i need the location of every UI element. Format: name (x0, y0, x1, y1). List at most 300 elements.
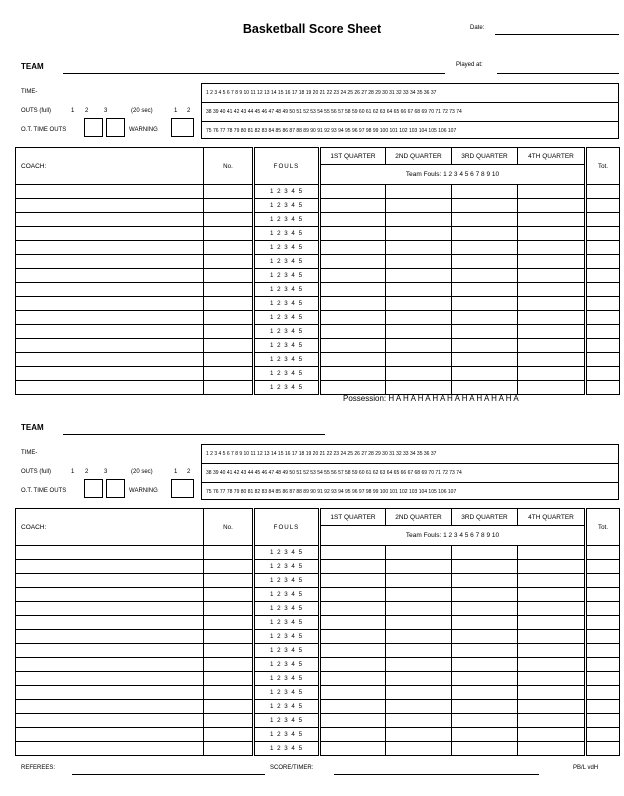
player-name-cell[interactable] (16, 227, 204, 241)
player-name-cell[interactable] (16, 728, 204, 742)
player-name-cell[interactable] (16, 241, 204, 255)
player-number-cell[interactable] (204, 185, 254, 199)
player-name-cell[interactable] (16, 616, 204, 630)
player-number-cell[interactable] (204, 353, 254, 367)
player-row (16, 658, 620, 672)
q2-points-cell[interactable] (386, 546, 452, 560)
player-number-cell[interactable] (204, 546, 254, 560)
player-fouls-cell[interactable]: 1 2 3 4 5 (254, 381, 320, 395)
player-row (16, 185, 620, 199)
ot-timeout-box-2[interactable] (106, 479, 125, 498)
q2-points-cell[interactable] (386, 714, 452, 728)
player-name-cell[interactable] (16, 546, 204, 560)
outs-full-1[interactable]: 1 (71, 469, 75, 475)
player-fouls-cell[interactable]: 1 2 3 4 5 (254, 311, 320, 325)
q3-points-cell[interactable] (452, 283, 518, 297)
q2-points-cell[interactable] (386, 213, 452, 227)
total-points-cell[interactable] (586, 686, 620, 700)
q4-points-cell[interactable] (518, 686, 586, 700)
q1-points-cell[interactable] (320, 588, 386, 602)
number-header: No. (204, 509, 254, 546)
q3-points-cell[interactable] (452, 297, 518, 311)
outs-full-3[interactable]: 3 (104, 108, 108, 114)
player-name-cell[interactable] (16, 560, 204, 574)
player-fouls-cell[interactable]: 1 2 3 4 5 (254, 297, 320, 311)
time-row-3[interactable]: 75 76 77 78 79 80 81 82 83 84 85 86 87 88 89 90 91 92 93 94 95 96 97 98 99 100 101 102 103 104 105 106 107 (206, 128, 457, 134)
q3-points-cell[interactable] (452, 367, 518, 381)
total-points-cell[interactable] (586, 199, 620, 213)
total-points-cell[interactable] (586, 714, 620, 728)
player-number-cell[interactable] (204, 269, 254, 283)
q3-points-cell[interactable] (452, 185, 518, 199)
q3-points-cell[interactable] (452, 199, 518, 213)
outs-20sec-2[interactable]: 2 (187, 108, 191, 114)
total-points-cell[interactable] (586, 630, 620, 644)
q1-points-cell[interactable] (320, 311, 386, 325)
q3-points-cell[interactable] (452, 728, 518, 742)
quarter-3-header: 3RD QUARTER (452, 148, 518, 165)
q2-points-cell[interactable] (386, 353, 452, 367)
total-points-cell[interactable] (586, 672, 620, 686)
q2-points-cell[interactable] (386, 588, 452, 602)
total-points-cell[interactable] (586, 269, 620, 283)
q2-points-cell[interactable] (386, 574, 452, 588)
q1-points-cell[interactable] (320, 199, 386, 213)
player-name-cell[interactable] (16, 353, 204, 367)
total-points-cell[interactable] (586, 255, 620, 269)
player-fouls-cell[interactable]: 1 2 3 4 5 (254, 644, 320, 658)
player-fouls-cell[interactable]: 1 2 3 4 5 (254, 255, 320, 269)
q3-points-cell[interactable] (452, 546, 518, 560)
q4-points-cell[interactable] (518, 339, 586, 353)
q4-points-cell[interactable] (518, 311, 586, 325)
q1-points-cell[interactable] (320, 728, 386, 742)
q3-points-cell[interactable] (452, 588, 518, 602)
time-row-1[interactable]: 1 2 3 4 5 6 7 8 9 10 11 12 13 14 15 16 17 18 19 20 21 22 23 24 25 26 27 28 29 30 31 32 33 34 35 36 37 (202, 445, 618, 464)
q4-points-cell[interactable] (518, 560, 586, 574)
player-number-cell[interactable] (204, 686, 254, 700)
q4-points-cell[interactable] (518, 602, 586, 616)
player-number-cell[interactable] (204, 381, 254, 395)
outs-full-3[interactable]: 3 (104, 469, 108, 475)
q1-points-cell[interactable] (320, 714, 386, 728)
q4-points-cell[interactable] (518, 700, 586, 714)
player-number-cell[interactable] (204, 672, 254, 686)
q3-points-cell[interactable] (452, 325, 518, 339)
player-row (16, 311, 620, 325)
player-row (16, 686, 620, 700)
total-points-cell[interactable] (586, 283, 620, 297)
player-name-cell[interactable] (16, 297, 204, 311)
q3-points-cell[interactable] (452, 381, 518, 395)
q2-points-cell[interactable] (386, 255, 452, 269)
warning-box[interactable] (171, 118, 194, 137)
q1-points-cell[interactable] (320, 241, 386, 255)
time-row-1[interactable]: 1 2 3 4 5 6 7 8 9 10 11 12 13 14 15 16 17 18 19 20 21 22 23 24 25 26 27 28 29 30 31 32 33 34 35 36 37 (202, 84, 618, 103)
sheet-title: Basketball Score Sheet (242, 22, 382, 36)
q2-points-cell[interactable] (386, 728, 452, 742)
player-fouls-cell[interactable]: 1 2 3 4 5 (254, 283, 320, 297)
player-name-cell[interactable] (16, 630, 204, 644)
player-fouls-cell[interactable]: 1 2 3 4 5 (254, 199, 320, 213)
q3-points-cell[interactable] (452, 353, 518, 367)
player-fouls-cell[interactable]: 1 2 3 4 5 (254, 185, 320, 199)
player-fouls-cell[interactable]: 1 2 3 4 5 (254, 700, 320, 714)
team-fouls-tracker[interactable]: Team Fouls: 1 2 3 4 5 6 7 8 9 10 (320, 526, 586, 546)
player-number-cell[interactable] (204, 255, 254, 269)
team-fouls-tracker[interactable]: Team Fouls: 1 2 3 4 5 6 7 8 9 10 (320, 165, 586, 185)
total-points-cell[interactable] (586, 353, 620, 367)
q4-points-cell[interactable] (518, 672, 586, 686)
q1-points-cell[interactable] (320, 672, 386, 686)
player-number-cell[interactable] (204, 339, 254, 353)
outs-20sec-2[interactable]: 2 (187, 469, 191, 475)
player-row (16, 339, 620, 353)
q4-points-cell[interactable] (518, 728, 586, 742)
date-label: Date: (470, 25, 485, 31)
total-points-cell[interactable] (586, 546, 620, 560)
q2-points-cell[interactable] (386, 367, 452, 381)
referees-field[interactable] (72, 774, 265, 775)
q1-points-cell[interactable] (320, 227, 386, 241)
player-row (16, 325, 620, 339)
played-at-field[interactable] (497, 73, 619, 74)
time-label: TIME- (21, 450, 38, 456)
player-fouls-cell[interactable]: 1 2 3 4 5 (254, 672, 320, 686)
player-number-cell[interactable] (204, 616, 254, 630)
q4-points-cell[interactable] (518, 283, 586, 297)
q1-points-cell[interactable] (320, 381, 386, 395)
player-fouls-cell[interactable]: 1 2 3 4 5 (254, 227, 320, 241)
player-number-cell[interactable] (204, 700, 254, 714)
player-fouls-cell[interactable]: 1 2 3 4 5 (254, 241, 320, 255)
total-points-cell[interactable] (586, 700, 620, 714)
player-fouls-cell[interactable]: 1 2 3 4 5 (254, 339, 320, 353)
player-name-cell[interactable] (16, 700, 204, 714)
q1-points-cell[interactable] (320, 185, 386, 199)
q2-points-cell[interactable] (386, 339, 452, 353)
total-points-cell[interactable] (586, 602, 620, 616)
q4-points-cell[interactable] (518, 199, 586, 213)
q4-points-cell[interactable] (518, 325, 586, 339)
outs-20sec-1[interactable]: 1 (174, 469, 178, 475)
total-points-cell[interactable] (586, 644, 620, 658)
player-fouls-cell[interactable]: 1 2 3 4 5 (254, 616, 320, 630)
q4-points-cell[interactable] (518, 255, 586, 269)
player-number-cell[interactable] (204, 311, 254, 325)
total-points-cell[interactable] (586, 311, 620, 325)
time-row-3[interactable]: 75 76 77 78 79 80 81 82 83 84 85 86 87 88 89 90 91 92 93 94 95 96 97 98 99 100 101 102 103 104 105 106 107 (206, 489, 457, 495)
total-points-cell[interactable] (586, 588, 620, 602)
q1-points-cell[interactable] (320, 255, 386, 269)
player-fouls-cell[interactable]: 1 2 3 4 5 (254, 367, 320, 381)
outs-full-2[interactable]: 2 (85, 108, 89, 114)
q4-points-cell[interactable] (518, 574, 586, 588)
player-name-cell[interactable] (16, 311, 204, 325)
player-number-cell[interactable] (204, 588, 254, 602)
player-name-cell[interactable] (16, 367, 204, 381)
player-number-cell[interactable] (204, 644, 254, 658)
q1-points-cell[interactable] (320, 574, 386, 588)
time-row-2[interactable]: 38 39 40 41 42 43 44 45 46 47 48 49 50 51 52 53 54 55 56 57 58 59 60 61 62 63 64 65 66 67 68 69 70 71 72 73 74 (202, 464, 618, 483)
outs-20sec-1[interactable]: 1 (174, 108, 178, 114)
total-header: Tot. (586, 509, 620, 546)
warning-box[interactable] (171, 479, 194, 498)
player-fouls-cell[interactable]: 1 2 3 4 5 (254, 602, 320, 616)
score-timer-field[interactable] (334, 774, 539, 775)
player-fouls-cell[interactable]: 1 2 3 4 5 (254, 742, 320, 756)
player-row (16, 227, 620, 241)
total-points-cell[interactable] (586, 728, 620, 742)
q3-points-cell[interactable] (452, 630, 518, 644)
q1-points-cell[interactable] (320, 742, 386, 756)
q4-points-cell[interactable] (518, 588, 586, 602)
q4-points-cell[interactable] (518, 381, 586, 395)
outs-label: OUTS (full) (21, 108, 51, 114)
player-name-cell[interactable] (16, 588, 204, 602)
q2-points-cell[interactable] (386, 602, 452, 616)
player-number-cell[interactable] (204, 297, 254, 311)
player-name-cell[interactable] (16, 255, 204, 269)
total-points-cell[interactable] (586, 227, 620, 241)
player-name-cell[interactable] (16, 339, 204, 353)
player-name-cell[interactable] (16, 658, 204, 672)
q2-points-cell[interactable] (386, 283, 452, 297)
q1-points-cell[interactable] (320, 700, 386, 714)
player-number-cell[interactable] (204, 560, 254, 574)
team-name-field[interactable] (63, 73, 445, 74)
q4-points-cell[interactable] (518, 353, 586, 367)
number-header: No. (204, 148, 254, 185)
player-fouls-cell[interactable]: 1 2 3 4 5 (254, 560, 320, 574)
q1-points-cell[interactable] (320, 644, 386, 658)
q4-points-cell[interactable] (518, 297, 586, 311)
total-points-cell[interactable] (586, 658, 620, 672)
played-at-label: Played at: (456, 62, 483, 68)
total-points-cell[interactable] (586, 339, 620, 353)
q3-points-cell[interactable] (452, 269, 518, 283)
team-name-field[interactable] (63, 434, 325, 435)
q3-points-cell[interactable] (452, 644, 518, 658)
player-fouls-cell[interactable]: 1 2 3 4 5 (254, 546, 320, 560)
player-fouls-cell[interactable]: 1 2 3 4 5 (254, 325, 320, 339)
q3-points-cell[interactable] (452, 241, 518, 255)
q4-points-cell[interactable] (518, 714, 586, 728)
player-fouls-cell[interactable]: 1 2 3 4 5 (254, 588, 320, 602)
ot-timeout-box-2[interactable] (106, 118, 125, 137)
total-points-cell[interactable] (586, 297, 620, 311)
player-name-cell[interactable] (16, 185, 204, 199)
q2-points-cell[interactable] (386, 311, 452, 325)
player-number-cell[interactable] (204, 658, 254, 672)
q2-points-cell[interactable] (386, 269, 452, 283)
ot-timeouts-label: O.T. TIME OUTS (21, 127, 67, 133)
player-fouls-cell[interactable]: 1 2 3 4 5 (254, 686, 320, 700)
q2-points-cell[interactable] (386, 630, 452, 644)
total-points-cell[interactable] (586, 574, 620, 588)
q4-points-cell[interactable] (518, 644, 586, 658)
player-name-cell[interactable] (16, 602, 204, 616)
q1-points-cell[interactable] (320, 339, 386, 353)
q4-points-cell[interactable] (518, 367, 586, 381)
player-name-cell[interactable] (16, 199, 204, 213)
q3-points-cell[interactable] (452, 560, 518, 574)
time-row-2[interactable]: 38 39 40 41 42 43 44 45 46 47 48 49 50 51 52 53 54 55 56 57 58 59 60 61 62 63 64 65 66 67 68 69 70 71 72 73 74 (202, 103, 618, 122)
q1-points-cell[interactable] (320, 213, 386, 227)
q4-points-cell[interactable] (518, 742, 586, 756)
player-row (16, 560, 620, 574)
coach-label: COACH: (16, 148, 204, 185)
player-number-cell[interactable] (204, 714, 254, 728)
q4-points-cell[interactable] (518, 269, 586, 283)
q1-points-cell[interactable] (320, 602, 386, 616)
q1-points-cell[interactable] (320, 658, 386, 672)
total-points-cell[interactable] (586, 325, 620, 339)
q3-points-cell[interactable] (452, 255, 518, 269)
q2-points-cell[interactable] (386, 616, 452, 630)
total-points-cell[interactable] (586, 381, 620, 395)
team-label: TEAM (21, 423, 44, 432)
total-points-cell[interactable] (586, 241, 620, 255)
player-number-cell[interactable] (204, 227, 254, 241)
q2-points-cell[interactable] (386, 644, 452, 658)
player-name-cell[interactable] (16, 742, 204, 756)
q1-points-cell[interactable] (320, 616, 386, 630)
player-number-cell[interactable] (204, 325, 254, 339)
q3-points-cell[interactable] (452, 311, 518, 325)
player-name-cell[interactable] (16, 213, 204, 227)
player-fouls-cell[interactable]: 1 2 3 4 5 (254, 728, 320, 742)
q3-points-cell[interactable] (452, 714, 518, 728)
q3-points-cell[interactable] (452, 339, 518, 353)
player-fouls-cell[interactable]: 1 2 3 4 5 (254, 658, 320, 672)
player-name-cell[interactable] (16, 269, 204, 283)
player-number-cell[interactable] (204, 602, 254, 616)
q2-points-cell[interactable] (386, 686, 452, 700)
q4-points-cell[interactable] (518, 241, 586, 255)
q2-points-cell[interactable] (386, 227, 452, 241)
q2-points-cell[interactable] (386, 297, 452, 311)
q1-points-cell[interactable] (320, 297, 386, 311)
player-row (16, 644, 620, 658)
q2-points-cell[interactable] (386, 185, 452, 199)
q2-points-cell[interactable] (386, 381, 452, 395)
player-fouls-cell[interactable]: 1 2 3 4 5 (254, 353, 320, 367)
q4-points-cell[interactable] (518, 658, 586, 672)
total-points-cell[interactable] (586, 185, 620, 199)
q2-points-cell[interactable] (386, 241, 452, 255)
player-name-cell[interactable] (16, 714, 204, 728)
total-points-cell[interactable] (586, 560, 620, 574)
q1-points-cell[interactable] (320, 560, 386, 574)
total-points-cell[interactable] (586, 742, 620, 756)
quarter-4-header: 4TH QUARTER (518, 509, 586, 526)
possession-arrow-tracker[interactable]: Possession: H A H A H A H A H A H A H A H A H A (343, 394, 519, 403)
q3-points-cell[interactable] (452, 227, 518, 241)
q3-points-cell[interactable] (452, 574, 518, 588)
q4-points-cell[interactable] (518, 227, 586, 241)
warning-label: WARNING (129, 488, 158, 494)
q2-points-cell[interactable] (386, 560, 452, 574)
q4-points-cell[interactable] (518, 546, 586, 560)
q3-points-cell[interactable] (452, 700, 518, 714)
q2-points-cell[interactable] (386, 658, 452, 672)
q1-points-cell[interactable] (320, 325, 386, 339)
footer-credit: PB/L vdH (573, 765, 599, 771)
player-name-cell[interactable] (16, 325, 204, 339)
ot-timeout-box-1[interactable] (84, 118, 103, 137)
q2-points-cell[interactable] (386, 199, 452, 213)
q1-points-cell[interactable] (320, 283, 386, 297)
player-fouls-cell[interactable]: 1 2 3 4 5 (254, 714, 320, 728)
total-points-cell[interactable] (586, 616, 620, 630)
player-fouls-cell[interactable]: 1 2 3 4 5 (254, 213, 320, 227)
player-number-cell[interactable] (204, 574, 254, 588)
player-number-cell[interactable] (204, 742, 254, 756)
q1-points-cell[interactable] (320, 686, 386, 700)
player-number-cell[interactable] (204, 630, 254, 644)
player-number-cell[interactable] (204, 241, 254, 255)
q2-points-cell[interactable] (386, 325, 452, 339)
q3-points-cell[interactable] (452, 616, 518, 630)
q2-points-cell[interactable] (386, 742, 452, 756)
q2-points-cell[interactable] (386, 672, 452, 686)
player-name-cell[interactable] (16, 672, 204, 686)
q4-points-cell[interactable] (518, 185, 586, 199)
player-fouls-cell[interactable]: 1 2 3 4 5 (254, 630, 320, 644)
player-name-cell[interactable] (16, 574, 204, 588)
q3-points-cell[interactable] (452, 672, 518, 686)
q4-points-cell[interactable] (518, 616, 586, 630)
player-fouls-cell[interactable]: 1 2 3 4 5 (254, 269, 320, 283)
player-fouls-cell[interactable]: 1 2 3 4 5 (254, 574, 320, 588)
player-name-cell[interactable] (16, 381, 204, 395)
player-number-cell[interactable] (204, 728, 254, 742)
player-number-cell[interactable] (204, 283, 254, 297)
player-number-cell[interactable] (204, 213, 254, 227)
q1-points-cell[interactable] (320, 367, 386, 381)
quarter-1-header: 1ST QUARTER (320, 509, 386, 526)
date-field[interactable] (495, 34, 619, 35)
q1-points-cell[interactable] (320, 269, 386, 283)
ot-timeout-box-1[interactable] (84, 479, 103, 498)
q1-points-cell[interactable] (320, 546, 386, 560)
q3-points-cell[interactable] (452, 686, 518, 700)
player-row (16, 714, 620, 728)
player-name-cell[interactable] (16, 644, 204, 658)
q3-points-cell[interactable] (452, 213, 518, 227)
player-row (16, 700, 620, 714)
q2-points-cell[interactable] (386, 700, 452, 714)
player-name-cell[interactable] (16, 686, 204, 700)
q4-points-cell[interactable] (518, 630, 586, 644)
player-number-cell[interactable] (204, 199, 254, 213)
outs-full-2[interactable]: 2 (85, 469, 89, 475)
warning-label: WARNING (129, 127, 158, 133)
q3-points-cell[interactable] (452, 602, 518, 616)
q3-points-cell[interactable] (452, 658, 518, 672)
total-points-cell[interactable] (586, 213, 620, 227)
quarter-3-header: 3RD QUARTER (452, 509, 518, 526)
total-points-cell[interactable] (586, 367, 620, 381)
q1-points-cell[interactable] (320, 353, 386, 367)
q3-points-cell[interactable] (452, 742, 518, 756)
outs-full-1[interactable]: 1 (71, 108, 75, 114)
q1-points-cell[interactable] (320, 630, 386, 644)
player-number-cell[interactable] (204, 367, 254, 381)
q4-points-cell[interactable] (518, 213, 586, 227)
player-name-cell[interactable] (16, 283, 204, 297)
